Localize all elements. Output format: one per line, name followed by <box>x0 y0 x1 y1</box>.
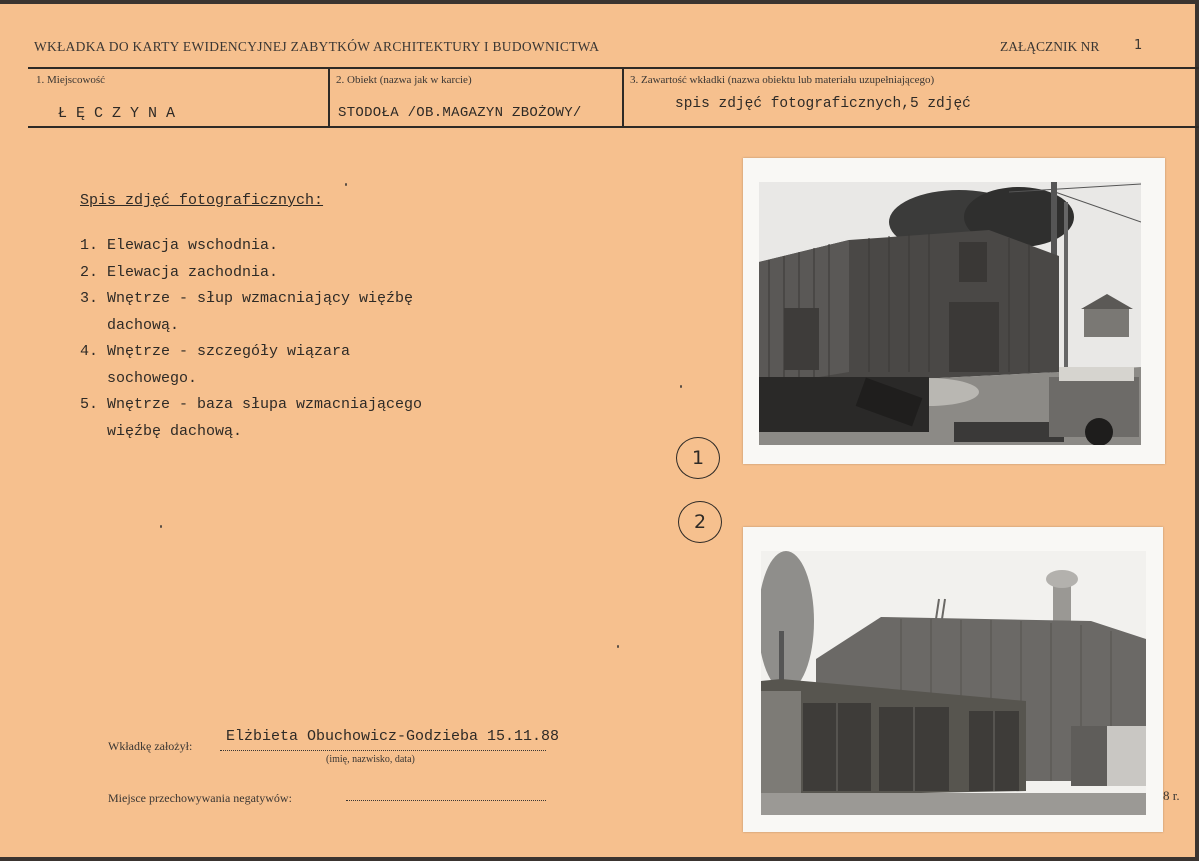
photo-list-item: 5. Wnętrze - baza słupa wzmacniającego <box>80 396 423 413</box>
field-divider-2 <box>622 69 624 127</box>
created-by-hint: (imię, nazwisko, data) <box>326 754 415 765</box>
edge-note: 8 r. <box>1163 788 1180 803</box>
photo-2-west-elevation <box>743 527 1163 832</box>
scan-edge-top <box>0 0 1199 4</box>
photo-list-item: 3. Wnętrze - słup wzmacniający więźbę <box>80 290 414 307</box>
header-rule-top <box>28 67 1199 69</box>
contents-label: 3. Zawartość wkładki (nazwa obiektu lub materiału uzupełniającego) <box>630 74 935 86</box>
contents-value: spis zdjęć fotograficznych,5 zdjęć <box>675 96 971 112</box>
attachment-label: ZAŁĄCZNIK NR <box>1000 39 1100 54</box>
photo-list-item: dachową. <box>80 316 180 334</box>
created-by-value: Elżbieta Obuchowicz-Godzieba 15.11.88 <box>226 728 560 745</box>
photo-list-item: sochowego. <box>80 369 198 387</box>
photo-2-image <box>761 551 1146 815</box>
photo-list <box>80 233 422 445</box>
place-label: 1. Miejscowość <box>36 74 106 86</box>
paper-speck <box>617 645 619 648</box>
scan-edge-right <box>1195 0 1199 861</box>
field-divider-1 <box>328 69 330 127</box>
photo-list-item: 2. Elewacja zachodnia. <box>80 263 279 281</box>
created-by-line <box>220 750 546 751</box>
paper-speck <box>680 385 682 388</box>
photo-list-item: 1. Elewacja wschodnia. <box>80 237 279 254</box>
photo-list-heading: Spis zdjęć fotograficznych: <box>80 192 324 209</box>
photo-number-1: 1 <box>676 437 720 479</box>
photo-list-item: więźbę dachową. <box>80 422 243 440</box>
place-value: ŁĘCZYNA <box>58 105 185 122</box>
created-by-label: Wkładkę założył: <box>108 739 193 753</box>
attachment-number: 1 <box>1134 38 1143 53</box>
photo-number-2: 2 <box>678 501 722 543</box>
photo-1-image <box>759 182 1141 445</box>
scan-edge-bottom <box>0 857 1199 861</box>
paper-speck <box>345 183 347 186</box>
negatives-location-line <box>346 800 546 801</box>
object-label: 2. Obiekt (nazwa jak w karcie) <box>336 74 472 86</box>
photo-1-east-elevation <box>743 158 1165 464</box>
header-rule-bottom <box>28 126 1199 128</box>
object-value: STODOŁA /OB.MAGAZYN ZBOŻOWY/ <box>338 105 582 121</box>
negatives-location-label: Miejsce przechowywania negatywów: <box>108 791 292 805</box>
form-title: WKŁADKA DO KARTY EWIDENCYJNEJ ZABYTKÓW ARCHITEKTURY I BUDOWNICTWA <box>34 39 600 54</box>
paper-speck <box>160 525 162 528</box>
photo-list-item: 4. Wnętrze - szczegóły wiązara <box>80 343 351 360</box>
